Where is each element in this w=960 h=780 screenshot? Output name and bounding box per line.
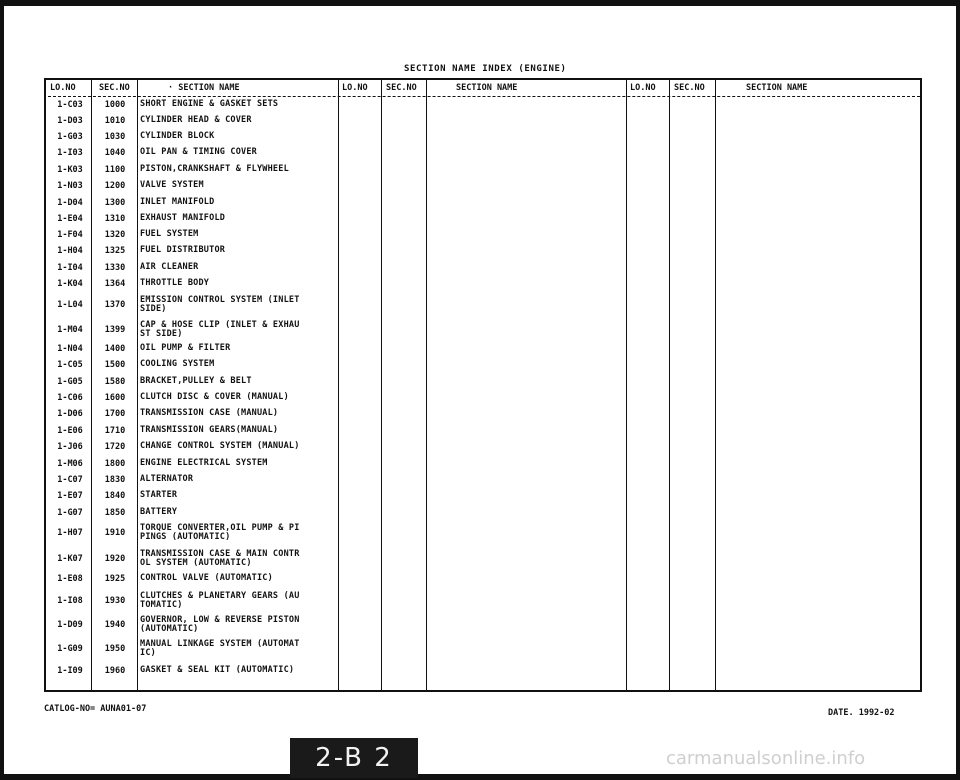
sec-no-cell: 1910 xyxy=(104,528,126,538)
section-index-table xyxy=(44,78,922,692)
section-name-cell: TRANSMISSION GEARS(MANUAL) xyxy=(140,425,279,435)
lo-no-cell: 1-D06 xyxy=(57,409,83,419)
section-name-cell: THROTTLE BODY xyxy=(140,278,210,288)
column-divider xyxy=(626,80,627,690)
lo-no-cell: 1-J06 xyxy=(57,442,83,452)
section-name-cell: EMISSION CONTROL SYSTEM (INLET SIDE) xyxy=(140,295,300,314)
header-section-name: · SECTION NAME xyxy=(168,83,240,93)
lo-no-cell: 1-D09 xyxy=(57,620,83,630)
sec-no-cell: 1830 xyxy=(104,475,126,485)
sec-no-cell: 1950 xyxy=(104,644,126,654)
section-name-cell: GASKET & SEAL KIT (AUTOMATIC) xyxy=(140,665,295,675)
section-name-cell: EXHAUST MANIFOLD xyxy=(140,213,226,223)
column-divider xyxy=(381,80,382,690)
page-number-tab: 2-B 2 xyxy=(290,738,418,778)
sec-no-cell: 1930 xyxy=(104,596,126,606)
lo-no-cell: 1-H04 xyxy=(57,246,83,256)
sec-no-cell: 1325 xyxy=(104,246,126,256)
section-name-cell: TRANSMISSION CASE & MAIN CONTR OL SYSTEM (AUTOMATIC) xyxy=(140,549,300,568)
column-divider xyxy=(91,80,92,690)
catalog-date: DATE. 1992-02 xyxy=(828,708,895,718)
lo-no-cell: 1-G07 xyxy=(57,508,83,518)
sec-no-cell: 1300 xyxy=(104,198,126,208)
header-sec-no: SEC.NO xyxy=(674,83,705,93)
lo-no-cell: 1-G09 xyxy=(57,644,83,654)
lo-no-cell: 1-I04 xyxy=(57,263,83,273)
sec-no-cell: 1500 xyxy=(104,360,126,370)
lo-no-cell: 1-I08 xyxy=(57,596,83,606)
lo-no-cell: 1-D03 xyxy=(57,116,83,126)
sec-no-cell: 1364 xyxy=(104,279,126,289)
section-name-cell: BRACKET,PULLEY & BELT xyxy=(140,376,252,386)
header-lo-no: LO.NO xyxy=(630,83,656,93)
section-name-cell: CONTROL VALVE (AUTOMATIC) xyxy=(140,573,273,583)
section-name-cell: TORQUE CONVERTER,OIL PUMP & PI PINGS (AUTOMATIC) xyxy=(140,523,300,542)
section-name-cell: OIL PUMP & FILTER xyxy=(140,343,231,353)
watermark: carmanualsonline.info xyxy=(666,748,866,769)
lo-no-cell: 1-C06 xyxy=(57,393,83,403)
column-divider xyxy=(426,80,427,690)
lo-no-cell: 1-K03 xyxy=(57,165,83,175)
lo-no-cell: 1-H07 xyxy=(57,528,83,538)
lo-no-cell: 1-G03 xyxy=(57,132,83,142)
sec-no-cell: 1600 xyxy=(104,393,126,403)
scan-edge-right xyxy=(956,0,960,780)
lo-no-cell: 1-C03 xyxy=(57,100,83,110)
scan-edge-top xyxy=(0,0,960,6)
section-name-cell: CYLINDER HEAD & COVER xyxy=(140,115,252,125)
sec-no-cell: 1010 xyxy=(104,116,126,126)
column-divider xyxy=(669,80,670,690)
header-sec-no: SEC.NO xyxy=(99,83,130,93)
section-name-cell: BATTERY xyxy=(140,507,178,517)
section-name-cell: CAP & HOSE CLIP (INLET & EXHAU ST SIDE) xyxy=(140,320,300,339)
header-sec-no: SEC.NO xyxy=(386,83,417,93)
sec-no-cell: 1330 xyxy=(104,263,126,273)
section-name-cell: ENGINE ELECTRICAL SYSTEM xyxy=(140,458,268,468)
sec-no-cell: 1840 xyxy=(104,491,126,501)
lo-no-cell: 1-C05 xyxy=(57,360,83,370)
section-name-cell: COOLING SYSTEM xyxy=(140,359,215,369)
sec-no-cell: 1400 xyxy=(104,344,126,354)
lo-no-cell: 1-I03 xyxy=(57,148,83,158)
sec-no-cell: 1940 xyxy=(104,620,126,630)
section-name-cell: ALTERNATOR xyxy=(140,474,194,484)
section-name-cell: FUEL DISTRIBUTOR xyxy=(140,245,226,255)
section-name-cell: FUEL SYSTEM xyxy=(140,229,199,239)
column-divider xyxy=(137,80,138,690)
section-name-cell: VALVE SYSTEM xyxy=(140,180,204,190)
section-name-cell: PISTON,CRANKSHAFT & FLYWHEEL xyxy=(140,164,289,174)
section-name-cell: STARTER xyxy=(140,490,178,500)
section-name-cell: MANUAL LINKAGE SYSTEM (AUTOMAT IC) xyxy=(140,639,300,658)
section-name-cell: AIR CLEANER xyxy=(140,262,199,272)
lo-no-cell: 1-C07 xyxy=(57,475,83,485)
lo-no-cell: 1-M06 xyxy=(57,459,83,469)
lo-no-cell: 1-E07 xyxy=(57,491,83,501)
lo-no-cell: 1-D04 xyxy=(57,198,83,208)
sec-no-cell: 1100 xyxy=(104,165,126,175)
section-name-cell: CYLINDER BLOCK xyxy=(140,131,215,141)
header-rule xyxy=(48,96,920,97)
sec-no-cell: 1920 xyxy=(104,554,126,564)
sec-no-cell: 1000 xyxy=(104,100,126,110)
scan-edge-left xyxy=(0,0,4,780)
sec-no-cell: 1320 xyxy=(104,230,126,240)
header-lo-no: LO.NO xyxy=(50,83,76,93)
lo-no-cell: 1-L04 xyxy=(57,300,83,310)
sec-no-cell: 1925 xyxy=(104,574,126,584)
sec-no-cell: 1850 xyxy=(104,508,126,518)
section-name-cell: TRANSMISSION CASE (MANUAL) xyxy=(140,408,279,418)
lo-no-cell: 1-K04 xyxy=(57,279,83,289)
sec-no-cell: 1720 xyxy=(104,442,126,452)
sec-no-cell: 1030 xyxy=(104,132,126,142)
sec-no-cell: 1200 xyxy=(104,181,126,191)
header-lo-no: LO.NO xyxy=(342,83,368,93)
header-section-name: SECTION NAME xyxy=(746,83,808,93)
lo-no-cell: 1-E04 xyxy=(57,214,83,224)
sec-no-cell: 1800 xyxy=(104,459,126,469)
lo-no-cell: 1-E08 xyxy=(57,574,83,584)
sec-no-cell: 1310 xyxy=(104,214,126,224)
lo-no-cell: 1-K07 xyxy=(57,554,83,564)
lo-no-cell: 1-M04 xyxy=(57,325,83,335)
lo-no-cell: 1-G05 xyxy=(57,377,83,387)
page-title: SECTION NAME INDEX (ENGINE) xyxy=(404,64,567,74)
lo-no-cell: 1-N03 xyxy=(57,181,83,191)
sec-no-cell: 1370 xyxy=(104,300,126,310)
lo-no-cell: 1-N04 xyxy=(57,344,83,354)
section-name-cell: GOVERNOR, LOW & REVERSE PISTON (AUTOMATIC) xyxy=(140,615,300,634)
sec-no-cell: 1580 xyxy=(104,377,126,387)
header-section-name: SECTION NAME xyxy=(456,83,518,93)
sec-no-cell: 1700 xyxy=(104,409,126,419)
section-name-cell: INLET MANIFOLD xyxy=(140,197,215,207)
sec-no-cell: 1040 xyxy=(104,148,126,158)
scan-edge-bottom xyxy=(0,774,960,780)
lo-no-cell: 1-I09 xyxy=(57,666,83,676)
sec-no-cell: 1710 xyxy=(104,426,126,436)
sec-no-cell: 1399 xyxy=(104,325,126,335)
lo-no-cell: 1-E06 xyxy=(57,426,83,436)
column-divider xyxy=(715,80,716,690)
section-name-cell: CLUTCH DISC & COVER (MANUAL) xyxy=(140,392,289,402)
section-name-cell: SHORT ENGINE & GASKET SETS xyxy=(140,99,279,109)
catalog-number: CATLOG-NO= AUNA01-07 xyxy=(44,704,147,714)
section-name-cell: CLUTCHES & PLANETARY GEARS (AU TOMATIC) xyxy=(140,591,300,610)
section-name-cell: CHANGE CONTROL SYSTEM (MANUAL) xyxy=(140,441,300,451)
section-name-cell: OIL PAN & TIMING COVER xyxy=(140,147,257,157)
sec-no-cell: 1960 xyxy=(104,666,126,676)
lo-no-cell: 1-F04 xyxy=(57,230,83,240)
